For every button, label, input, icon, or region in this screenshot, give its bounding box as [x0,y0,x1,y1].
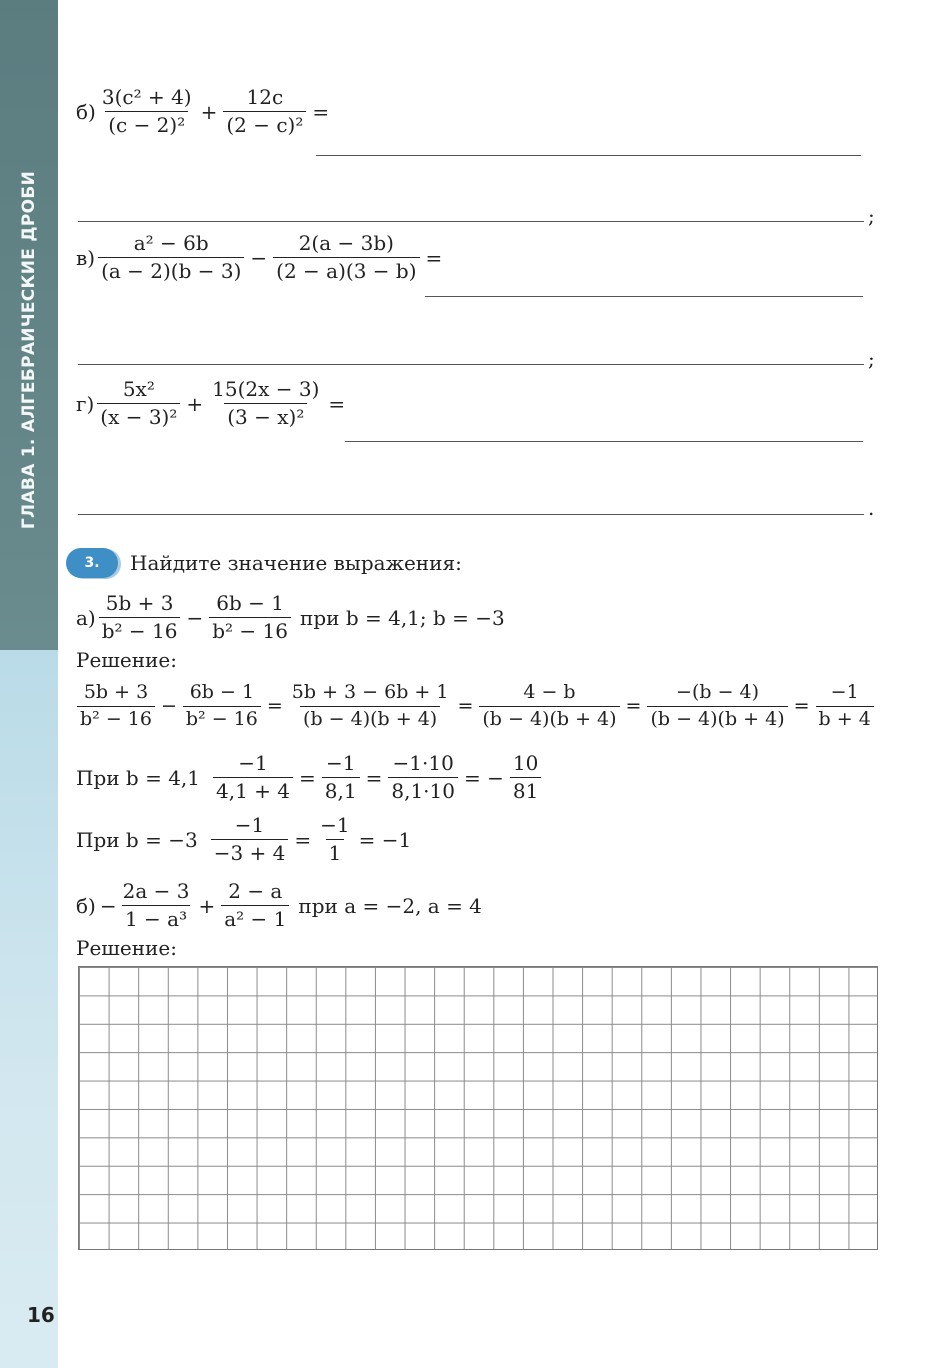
answer-line[interactable] [78,364,864,365]
fraction: $\frac{-1}{1}$ [320,813,350,865]
item-b-expression: б) $\frac{\text{3(c² + 4)}}{\text{(c − 2)²}}$ + $\frac{12c}{\text{(2 − c)²}}$ = [76,85,330,137]
answer-line[interactable] [78,221,864,222]
fraction: $\frac{5b + 3}{\text{b² − 16}}$ [77,682,155,731]
fraction: $\frac{5b + 3 - 6b + 1}{(b - 4)(b + 4)}$ [291,681,449,730]
semicolon: ; [868,204,875,228]
chapter-title: ГЛАВА 1. АЛГЕБРАИЧЕСКИЕ ДРОБИ [19,170,39,530]
page-number: 16 [27,1303,55,1327]
case-b-4-1: При b = 4,1 $\frac{-1}{4,1 + 4}$ = $\frac{-1}{8,1}$ = $\frac{-1\cdot 10}{8,1\cdot 10}$ = − $\frac{10}{81}$ [76,752,544,803]
fraction: $\frac{6b - 1}{\text{b² − 16}}$ [209,592,291,643]
fraction: $\frac{\text{3(c² + 4)}}{\text{(c − 2)²}}$ [101,85,192,137]
fraction: $\frac{-1\cdot 10}{8,1\cdot 10}$ [388,752,458,803]
fraction: $\frac{10}{81}$ [510,752,541,803]
fraction: $\frac{5b + 3}{\text{b² − 16}}$ [99,592,181,643]
sidebar-lower-band [0,650,58,1368]
fraction: $\frac{6b - 1}{\text{b² − 16}}$ [183,682,261,731]
item-label: в) [76,245,96,270]
task-title: Найдите значение выражения: [130,551,462,575]
task3-b-expression: б) − $\frac{2a - 3}{\text{1 − a³}}$ + $\frac{2 - a}{\text{a² − 1}}$ при a = −2, a = 4 [76,879,482,931]
fraction: $\frac{\text{a² − 6b}}{(a - 2)(b - 3)}$ [98,232,244,283]
answer-line[interactable] [345,441,863,442]
fraction: $\frac{12c}{\text{(2 − c)²}}$ [223,86,306,137]
fraction: $\frac{-1}{-3 + 4}$ [211,814,289,865]
solution-step: $\frac{5b + 3}{\text{b² − 16}}$ − $\frac{6b - 1}{\text{b² − 16}}$ = $\frac{5b + 3 - 6b + 1}{(b - 4)(b + 4)}$ = $\frac{4 - b}{(b - 4)(b + 4)}$ = $\frac{-(b - 4)}{(b - 4)(b + 4)}$ = $\frac{-1}{b + 4}$ [74,682,877,731]
fraction: $\frac{2 - a}{\text{a² − 1}}$ [221,880,289,931]
task-number-badge: 3. [66,548,118,578]
item-g-expression: г) $\frac{\text{5x²}}{\text{(x − 3)²}}$ + $\frac{15(2x - 3)}{\text{(3 − x)²}}$ = [76,377,346,429]
answer-line[interactable] [316,155,861,156]
condition: при b = 4,1; b = −3 [300,605,505,630]
period: . [868,496,875,520]
answer-line[interactable] [425,296,863,297]
fraction: $\frac{2a - 3}{\text{1 − a³}}$ [122,879,190,931]
fraction: $\frac{\text{5x²}}{\text{(x − 3)²}}$ [97,378,180,429]
item-v-expression: в) $\frac{\text{a² − 6b}}{(a - 2)(b - 3)}$ − $\frac{2(a - 3b)}{(2 - a)(3 - b)}$ = [76,231,443,283]
item-label: б) [76,99,96,124]
semicolon: ; [868,347,875,371]
chapter-sidebar [0,0,58,1368]
task3-header [66,548,462,578]
case-b-minus-3: При b = −3 $\frac{-1}{-3 + 4}$ = $\frac{-1}{1}$ = −1 [76,813,412,865]
item-label: г) [76,391,95,416]
fraction: $\frac{4 - b}{(b - 4)(b + 4)}$ [479,682,619,731]
solution-grid[interactable] [78,966,878,1250]
fraction: $\frac{-1}{b + 4}$ [816,682,874,731]
fraction: $\frac{15(2x - 3)}{\text{(3 − x)²}}$ [212,377,320,429]
solution-label: Решение: [76,648,177,672]
solution-label: Решение: [76,936,177,960]
task3-a-expression: а) $\frac{5b + 3}{\text{b² − 16}}$ − $\frac{6b - 1}{\text{b² − 16}}$ при b = 4,1; b = −3 [76,591,505,643]
condition: при a = −2, a = 4 [298,893,482,918]
fraction: $\frac{2(a - 3b)}{(2 - a)(3 - b)}$ [273,232,419,283]
item-label: б) [76,893,96,918]
item-label: а) [76,605,96,630]
fraction: $\frac{-1}{4,1 + 4}$ [213,752,293,803]
answer-line[interactable] [78,514,864,515]
fraction: $\frac{-1}{8,1}$ [322,752,360,803]
fraction: $\frac{-(b - 4)}{(b - 4)(b + 4)}$ [647,682,787,731]
